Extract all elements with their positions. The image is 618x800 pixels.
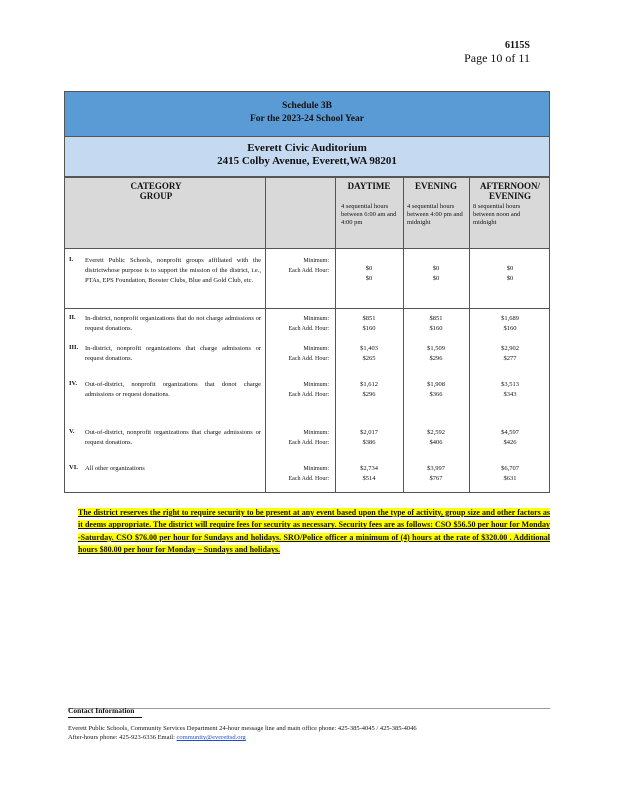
minimum-label: Minimum: bbox=[303, 430, 329, 436]
minimum-label: Minimum: bbox=[303, 316, 329, 322]
evening-minimum-fee: $3,997 bbox=[427, 465, 445, 472]
email-link[interactable]: community@everettsd.org bbox=[176, 734, 246, 741]
daytime-minimum-fee: $851 bbox=[362, 315, 376, 322]
schedule-title: Schedule 3B bbox=[282, 101, 332, 111]
column-divider bbox=[335, 178, 336, 492]
evening-minimum-fee: $851 bbox=[429, 315, 443, 322]
daytime-add-hour-fee: $514 bbox=[362, 475, 376, 482]
footer-divider bbox=[68, 708, 550, 709]
row-category-text: Everett Public Schools, nonprofit groups affiliated with the districtwhose purpose is to support the mission of the district, i.e., PTAs, EPS Foundation, Booster Clubs, Blue and Gold Club, etc. bbox=[85, 257, 261, 284]
daytime-minimum-fee: $0 bbox=[365, 265, 373, 272]
venue-band bbox=[64, 137, 550, 177]
afternoon-add-hour-fee: $631 bbox=[503, 475, 517, 482]
row-category-text: All other organizations bbox=[85, 465, 145, 472]
document-number: 6115S bbox=[504, 40, 530, 51]
column-divider bbox=[265, 178, 266, 492]
evening-add-hour-fee: $0 bbox=[432, 275, 440, 282]
security-notice-text: The district reserves the right to require security to be present at any event based upon the type of activity, group size and other factors as it deems appropriate. The district will require fees for security as necessary. Security fees are as follows: CSO $56.50 per hour for Monday -Saturday. CSO $76.00 per hour for Sundays and holidays. SRO/Police officer a minimum of (4) hours at the rate of $320.00 . Additional hours $80.00 per hour for Monday – Sundays and holidays. bbox=[78, 508, 550, 555]
row-divider bbox=[65, 308, 549, 309]
afternoon-minimum-fee: $0 bbox=[506, 265, 514, 272]
row-category-text: In-district, nonprofit organizations that do not charge admissions or request donations. bbox=[85, 315, 261, 332]
row-category-text: Out-of-district, nonprofit organizations that charge admissions or request donations. bbox=[85, 429, 261, 446]
evening-add-hour-fee: $296 bbox=[429, 355, 443, 362]
row-roman-numeral: III. bbox=[69, 344, 79, 351]
evening-minimum-fee: $1,509 bbox=[427, 345, 445, 352]
minimum-label: Minimum: bbox=[303, 346, 329, 352]
afternoon-minimum-fee: $4,597 bbox=[501, 429, 519, 436]
schedule-title-band bbox=[64, 91, 550, 137]
evening-minimum-fee: $2,592 bbox=[427, 429, 445, 436]
afternoon-evening-header: AFTERNOON/ EVENING bbox=[479, 181, 540, 201]
daytime-add-hour-fee: $265 bbox=[362, 355, 376, 362]
fee-table bbox=[64, 177, 550, 493]
venue-name: Everett Civic Auditorium bbox=[247, 142, 367, 154]
minimum-label: Minimum: bbox=[303, 258, 329, 264]
row-category-text: Out-of-district, nonprofit organizations that donot charge admissions or request donations. bbox=[85, 381, 261, 398]
page-number: Page 10 of 11 bbox=[464, 51, 530, 65]
column-divider bbox=[469, 178, 470, 492]
afternoon-minimum-fee: $6,707 bbox=[501, 465, 519, 472]
daytime-minimum-fee: $1,612 bbox=[360, 381, 378, 388]
afternoon-add-hour-fee: $160 bbox=[503, 325, 517, 332]
school-year: For the 2023-24 School Year bbox=[250, 114, 364, 124]
daytime-minimum-fee: $1,403 bbox=[360, 345, 378, 352]
row-roman-numeral: IV. bbox=[69, 380, 78, 387]
header-divider bbox=[65, 248, 549, 249]
security-notice bbox=[78, 507, 550, 557]
afternoon-add-hour-fee: $426 bbox=[503, 439, 517, 446]
row-roman-numeral: I. bbox=[69, 256, 74, 263]
daytime-add-hour-fee: $296 bbox=[362, 391, 376, 398]
daytime-add-hour-fee: $0 bbox=[365, 275, 373, 282]
afternoon-add-hour-fee: $0 bbox=[506, 275, 514, 282]
afternoon-add-hour-fee: $343 bbox=[503, 391, 517, 398]
minimum-label: Minimum: bbox=[303, 382, 329, 388]
contact-line-2 bbox=[68, 734, 246, 741]
row-category-text: In-district, nonprofit organizations that charge admissions or request donations. bbox=[85, 345, 261, 362]
evening-add-hour-fee: $366 bbox=[429, 391, 443, 398]
each-add-hour-label: Each Add. Hour: bbox=[288, 392, 329, 398]
each-add-hour-label: Each Add. Hour: bbox=[288, 440, 329, 446]
venue-address: 2415 Colby Avenue, Everett,WA 98201 bbox=[217, 155, 397, 167]
evening-minimum-fee: $0 bbox=[432, 265, 440, 272]
category-header: CATEGORY GROUP bbox=[130, 181, 182, 201]
daytime-header: DAYTIME bbox=[347, 181, 391, 191]
row-roman-numeral: VI. bbox=[69, 464, 78, 471]
contact-line: Everett Public Schools, Community Services Department 24-hour message line and main office phone: 425-385-4045 / 425-385-4046 bbox=[68, 725, 417, 732]
contact-title-underline bbox=[68, 717, 142, 718]
evening-minimum-fee: $1,908 bbox=[427, 381, 445, 388]
evening-description: 4 sequential hours between 4:00 pm and midnight bbox=[407, 203, 463, 226]
afternoon-minimum-fee: $2,902 bbox=[501, 345, 519, 352]
each-add-hour-label: Each Add. Hour: bbox=[288, 476, 329, 482]
afternoon-minimum-fee: $1,689 bbox=[501, 315, 519, 322]
each-add-hour-label: Each Add. Hour: bbox=[288, 326, 329, 332]
row-roman-numeral: II. bbox=[69, 314, 76, 321]
afternoon-add-hour-fee: $277 bbox=[503, 355, 517, 362]
afternoon-evening-description: 8 sequential hours between noon and midnight bbox=[473, 203, 521, 226]
daytime-add-hour-fee: $160 bbox=[362, 325, 376, 332]
evening-add-hour-fee: $406 bbox=[429, 439, 443, 446]
daytime-add-hour-fee: $386 bbox=[362, 439, 376, 446]
after-hours-phone: After-hours phone: 425-923-6336 Email: bbox=[68, 734, 175, 741]
daytime-minimum-fee: $2,017 bbox=[360, 429, 378, 436]
evening-add-hour-fee: $160 bbox=[429, 325, 443, 332]
each-add-hour-label: Each Add. Hour: bbox=[288, 268, 329, 274]
daytime-minimum-fee: $2,734 bbox=[360, 465, 378, 472]
afternoon-minimum-fee: $3,513 bbox=[501, 381, 519, 388]
daytime-description: 4 sequential hours between 6:00 am and 4:00 pm bbox=[341, 203, 397, 226]
column-divider bbox=[403, 178, 404, 492]
evening-add-hour-fee: $767 bbox=[429, 475, 443, 482]
evening-header: EVENING bbox=[414, 181, 457, 191]
contact-title: Contact Information bbox=[68, 706, 135, 715]
row-roman-numeral: V. bbox=[69, 428, 75, 435]
minimum-label: Minimum: bbox=[303, 466, 329, 472]
each-add-hour-label: Each Add. Hour: bbox=[288, 356, 329, 362]
